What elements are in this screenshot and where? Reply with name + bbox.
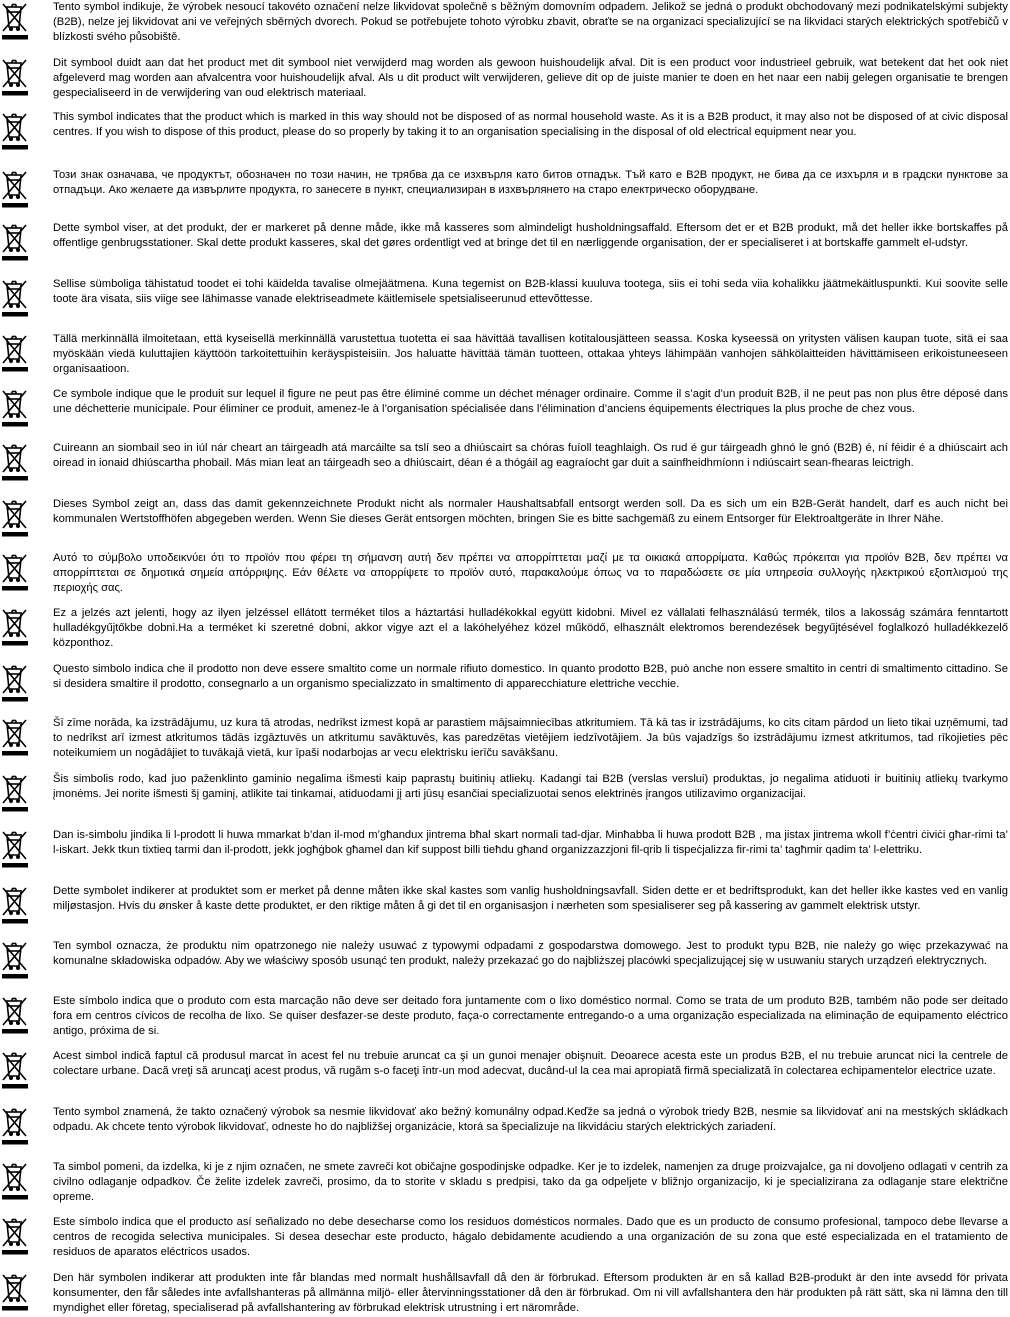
crossed-out-wheelie-bin-icon xyxy=(0,995,30,1035)
crossed-out-wheelie-bin-icon xyxy=(0,1161,30,1201)
notice-text: Tällä merkinnällä ilmoitetaan, että kyseisellä merkinnällä varustettua tuotetta ei saa hävittää tavallisen kotitalousjätteen seassa. Koska kyseessä on yritysten välisen kaupan tuote, sitä ei saa myöskään viedä kuluttajien käyttöön tarkoitettuihin keräyspisteisiin. Jos haluatte hävittää tämän tuotteen, ottakaa yhteys lähimpään vanhojen sähkölaitteiden hävittämiseen erikoistuneeseen organisaatioon. xyxy=(53,333,1008,376)
crossed-out-wheelie-bin-icon xyxy=(0,773,30,813)
crossed-out-wheelie-bin-icon xyxy=(0,1050,30,1090)
notice-text: Questo simbolo indica che il prodotto non deve essere smaltito come un normale rifiuto domestico. In quanto prodotto B2B, può anche non essere smaltito in centri di smaltimento cittadino. Se si desidera smaltire il prodotto, consegnarlo a un organismo specializzato in smaltimento di apparecchiature elettriche vecchie. xyxy=(53,663,1008,691)
crossed-out-wheelie-bin-icon xyxy=(0,717,30,757)
crossed-out-wheelie-bin-icon xyxy=(0,940,30,980)
crossed-out-wheelie-bin-icon xyxy=(0,498,30,538)
notice-text: Acest simbol indică faptul că produsul marcat în acest fel nu trebuie aruncat ca şi un gunoi menajer obişnuit. Deoarece acesta este un produs B2B, el nu trebuie aruncat nici la centrele de colectare urbane. Dacă vreţi să aruncaţi acest produs, vă rugăm s-o faceţi într-un mod adecvat, ducând-ul la cea mai apropiată firmă specializată în colectarea echipamentelor electrice uzate. xyxy=(53,1050,1008,1078)
notice-text: Este símbolo indica que o produto com esta marcação não deve ser deitado fora juntamente com o lixo doméstico normal. Como se trata de um produto B2B, também não pode ser deitado fora em centros cívicos de recolha de lixo. Se quiser desfazer-se deste produto, faça-o correctamente entregando-o a uma organização especializada na eliminação de equipamento eléctrico antigo, próxima de si. xyxy=(53,995,1008,1038)
notice-text: Tento symbol znamená, že takto označený výrobok sa nesmie likvidovať ako bežný komunálny odpad.Keďže sa jedná o výrobok triedy B2B, nesmie sa likvidovať ani na mestských skládkach odpadu. Ak chcete tento výrobok likvidovať, odneste ho do najbližšej organizácie, ktorá sa špecializuje na likvidáciu starých elektrických zariadení. xyxy=(53,1106,1008,1134)
notice-text: Dieses Symbol zeigt an, dass das damit gekennzeichnete Produkt nicht als normaler Haushaltsabfall entsorgt werden soll. Da es sich um ein B2B-Gerät handelt, darf es auch nicht bei kommunalen Wertstoffhöfen abgegeben werden. Wenn Sie dieses Gerät entsorgen möchten, bringen Sie es bitte sachgemäß zu einem Entsorger für Elektroaltgeräte in Ihrer Nähe. xyxy=(53,498,1008,526)
crossed-out-wheelie-bin-icon xyxy=(0,388,30,428)
notice-text: Ez a jelzés azt jelenti, hogy az ilyen jelzéssel ellátott terméket tilos a háztartási hulladékokkal együtt kidobni. Mivel ez vállalati felhasználású termék, tilos a lakosság számára fenntartott hulladékgyűjtőkbe dobni.Ha a terméket ki szeretné dobni, akkor vigye azt el a lakóhelyéhez közel működő, elhasznált elektromos berendezések begyűjtésével foglalkozó hulladékkezelő központhoz. xyxy=(53,607,1008,650)
notice-text: Dette symbol viser, at det produkt, der er markeret på denne måde, ikke må kasseres som almindeligt husholdningsaffald. Eftersom det er et B2B produkt, må det heller ikke bortskaffes på offentlige genbrugsstationer. Skal dette produkt kasseres, skal det gøres ordentligt ved at bringe det til en nærliggende organisation, der er specialiseret i at bortskaffe gammelt el-udstyr. xyxy=(53,222,1008,250)
notice-text: Šis simbolis rodo, kad juo paženklinto gaminio negalima išmesti kaip paprastų buitinių atliekų. Kadangi tai B2B (verslas verslui) produktas, jo negalima atiduoti ir buitinių atliekų tvarkymo įmonėms. Jei norite išmesti šį gaminį, atlikite tai tinkamai, atiduodami jį arti jūsų esančiai specializuotai senos elektrinės įrangos utilizavimo organizacijai. xyxy=(53,773,1008,801)
notice-text: Ten symbol oznacza, że produktu nim opatrzonego nie należy usuwać z typowymi odpadami z gospodarstwa domowego. Jest to produkt typu B2B, nie należy go więc przekazywać na komunalne składowiska odpadów. Aby we właściwy sposób usunąć ten produkt, należy przekazać go do najbliższej placówki specjalizującej się w usuwaniu starych urządzeń elektrycznych. xyxy=(53,940,1008,968)
notice-text: Den här symbolen indikerar att produkten inte får blandas med normalt hushållsavfall då den är förbrukad. Eftersom produkten är en så kallad B2B-produkt är den inte avsedd för privata konsumenter, den får således inte avfallshanteras på allmänna miljö- eller återvinningsstationer då den är förbrukad. Om ni vill avfallshantera den här produkten på rätt sätt, ska ni lämna den till myndighet eller företag, specialiserad på avfallshantering av förbrukad elektrisk utrustning i ert närområde. xyxy=(53,1272,1008,1315)
crossed-out-wheelie-bin-icon xyxy=(0,829,30,869)
crossed-out-wheelie-bin-icon xyxy=(0,442,30,482)
crossed-out-wheelie-bin-icon xyxy=(0,607,30,647)
notice-text: Този знак означава, че продуктът, обозначен по този начин, не трябва да се изхвърля като битов отпадък. Тъй като е B2B продукт, не бива да се изхърля и в градски пунктове за отпадъци. Ако желаете да извърлите продукта, го занесете в пункт, специализиран в изхвърлянето на старо електрическо оборудване. xyxy=(53,169,1008,197)
crossed-out-wheelie-bin-icon xyxy=(0,57,30,97)
crossed-out-wheelie-bin-icon xyxy=(0,1,30,41)
crossed-out-wheelie-bin-icon xyxy=(0,1216,30,1256)
crossed-out-wheelie-bin-icon xyxy=(0,278,30,318)
notice-text: Tento symbol indikuje, že výrobek nesoucí takovéto označení nelze likvidovat společně s běžným domovním odpadem. Jelikož se jedná o produkt obchodovaný mezi podnikatelskými subjekty (B2B), nelze jej likvidovat ani ve veřejných sběrných dvorech. Pokud se potřebujete tohoto výrobku zbavit, obraťte se na organizaci specializující se na likvidaci starých elektrických spotřebičů v blízkosti svého působiště. xyxy=(53,1,1008,44)
notice-text: Sellise sümboliga tähistatud toodet ei tohi käidelda tavalise olmejäätmena. Kuna tegemist on B2B-klassi kuuluva tootega, siis ei tohi seda viia kohalikku jäätmekäitluspunkti. Kui soovite selle toote ära visata, siis viige see lähimasse vanade elektriseadmete käitlemisele spetsialiseerunud ettevõttesse. xyxy=(53,278,1008,306)
crossed-out-wheelie-bin-icon xyxy=(0,111,30,151)
crossed-out-wheelie-bin-icon xyxy=(0,1106,30,1146)
notice-text: Ta simbol pomeni, da izdelka, ki je z njim označen, ne smete zavreči kot običajne gospodinjske odpadke. Ker je to izdelek, namenjen za druge proizvajalce, ga ni dovoljeno odlagati v centrih za civilno odlaganje odpadkov. Če želite izdelek zavreči, prosimo, da to storite v skladu s predpisi, tako da ga odpeljete v bližnjo organizacijo, ki je specializirana za odlaganje stare električne opreme. xyxy=(53,1161,1008,1204)
crossed-out-wheelie-bin-icon xyxy=(0,663,30,703)
crossed-out-wheelie-bin-icon xyxy=(0,169,30,209)
notice-text: This symbol indicates that the product which is marked in this way should not be disposed of as normal household waste. As it is a B2B product, it may also not be disposed of at civic disposal centres. If you wish to dispose of this product, please do so properly by taking it to an organisation specialising in the disposal of old electrical equipment near you. xyxy=(53,111,1008,139)
notice-text: Dette symbolet indikerer at produktet som er merket på denne måten ikke skal kastes som vanlig husholdningsavfall. Siden dette er et bedriftsprodukt, kan det heller ikke kastes ved en vanlig miljøstasjon. Hvis du ønsker å kaste dette produktet, er den riktige måten å gi det til en organisasjon i nærheten som spesialiserer seg på kassering av gammelt elektrisk utstyr. xyxy=(53,885,1008,913)
notice-text: Cuireann an siombail seo in iúl nár cheart an táirgeadh atá marcáilte sa tslí seo a dhiúscairt sa chóras fuíoll teaghlaigh. Os rud é gur táirgeadh ghnó le gnó (B2B) é, ní féidir é a dhiúscairt ach oiread in ionaid dhiúscartha phobail. Más mian leat an táirgeadh seo a dhiúscairt, déan é a thógáil ag eagraíocht gar duit a sainfheidhmíonn i ndiúscairt sean-fhearas leictrigh. xyxy=(53,442,1008,470)
notice-text: Αυτό το σύμβολο υποδεικνύει ότι το προϊόν που φέρει τη σήμανση αυτή δεν πρέπει να απορρίπτεται μαζί με τα οικιακά απορρίματα. Καθώς πρόκειται για προϊόν B2B, δεν πρέπει να απορρίπτεται σε δημοτικά σημεία απόρριψης. Εάν θέλετε να απορρίψετε το προϊόν αυτό, παρακαλούμε όπως να το παραδώσετε σε μία υπηρεσία συλλογής ηλεκτρικού εξοπλισμού της περιοχής σας. xyxy=(53,552,1008,595)
crossed-out-wheelie-bin-icon xyxy=(0,222,30,262)
notice-text: Šī zīme norāda, ka izstrādājumu, uz kura tā atrodas, nedrīkst izmest kopā ar parastiem mājsaimniecības atkritumiem. Tā kā tas ir izstrādājums, ko cits citam pārdod un lieto tikai uzņēmumi, tad to nedrīkst arī izmest atkritumos tādās izgāztuvēs un atkritumu savāktuvēs, kas paredzētas vietējiem iedzīvotājiem. Ja būs vajadzīgs šo izstrādājumu izmest atkritumos, tad rīkojieties pēc noteikumiem un nogādājiet to tuvākajā vietā, kur īpaši nodarbojas ar vecu elektrisku ierīču savākšanu. xyxy=(53,717,1008,760)
crossed-out-wheelie-bin-icon xyxy=(0,552,30,592)
notice-text: Este símbolo indica que el producto así señalizado no debe desecharse como los residuos domésticos normales. Dado que es un producto de consumo profesional, tampoco debe llevarse a centros de recogida selectiva municipales. Si desea desechar este producto, hágalo debidamente acudiendo a una organización de su zona que esté especializada en el tratamiento de residuos de aparatos eléctricos usados. xyxy=(53,1216,1008,1259)
notice-text: Dan is-simbolu jindika li l-prodott li huwa mmarkat b’dan il-mod m’għandux jintrema bħal skart normali tad-djar. Minħabba li huwa prodott B2B , ma jistax jintrema wkoll f’ċentri ċiviċi għar-rimi ta’ l-iskart. Jekk tkun tixtieq tarmi dan il-prodott, jekk jogħġbok għamel dan kif suppost billi tieħdu għand organizzazzjoni fil-qrib li tispeċjalizza fir-rimi ta’ tagħmir qadim ta’ l-elettriku. xyxy=(53,829,1008,857)
crossed-out-wheelie-bin-icon xyxy=(0,333,30,373)
crossed-out-wheelie-bin-icon xyxy=(0,1272,30,1312)
notice-text: Dit symbool duidt aan dat het product met dit symbool niet verwijderd mag worden als gewoon huishoudelijk afval. Dit is een product voor industrieel gebruik, wat betekent dat het ook niet afgeleverd mag worden aan afvalcentra voor huishoudelijk afval. Als u dit product wilt verwijderen, gelieve dit op de juiste manier te doen en het naar een nabij gelegen organisatie te brengen gespecialiseerd in de verwijdering van oud elektrisch materiaal. xyxy=(53,57,1008,100)
notice-text: Ce symbole indique que le produit sur lequel il figure ne peut pas être éliminé comme un déchet ménager ordinaire. Comme il s’agit d’un produit B2B, il ne peut pas non plus être déposé dans une déchetterie municipale. Pour éliminer ce produit, amenez-le à l’organisation spécialisée dans l’élimination d’anciens équipements électriques la plus proche de chez vous. xyxy=(53,388,1008,416)
crossed-out-wheelie-bin-icon xyxy=(0,885,30,925)
